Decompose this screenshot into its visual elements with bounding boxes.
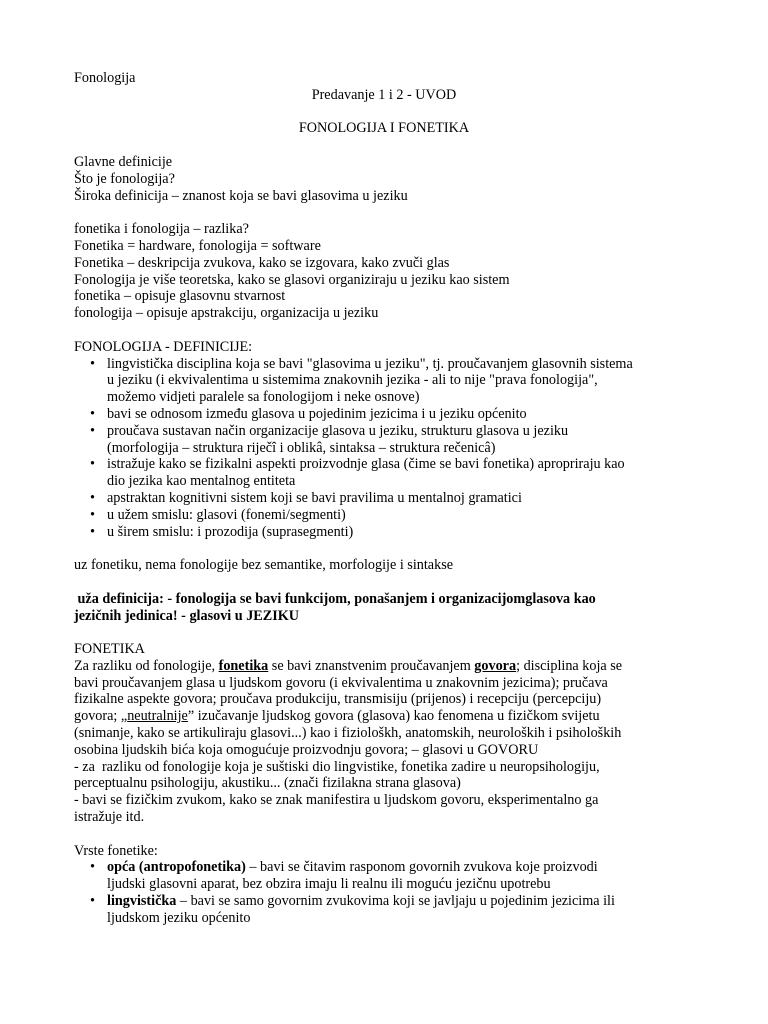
list-item (74, 490, 694, 507)
diff-line-5: fonetika – opisuje glasovnu stvarnost (74, 288, 286, 305)
text-run: Za razliku od fonologije, (74, 657, 219, 674)
list-item (74, 356, 694, 406)
list-item (74, 507, 694, 524)
narrow-definition-line-2: jezičnih jedinica! - glasovi u JEZIKU (74, 607, 300, 624)
diff-line-3: Fonetika – deskripcija zvukova, kako se izgovara, kako zvuči glas (74, 254, 450, 271)
fonetika-line-5: (snimanje, kako se artikuliraju glasovi...) kao i fiziološkh, anatomskih, neuroloških i psiholoških (74, 725, 622, 742)
fonetika-line-7: - za razliku od fonologije koja je suštiski dio lingvistike, fonetika zadire u neuropsihologiju, (74, 758, 600, 775)
fonetika-line-6: osobina ljudskih bića koja omogućuje proizvodnju govora; – glasovi u GOVORU (74, 741, 539, 758)
text-run: govora; „ (74, 708, 128, 725)
bullet-icon: • (90, 422, 95, 439)
fonologija-definitions-title: FONOLOGIJA - DEFINICIJE: (74, 338, 253, 355)
lecture-heading: Predavanje 1 i 2 - UVOD (311, 86, 457, 103)
list-item-line: apstraktan kognitivni sistem koji se bavi pravilima u mentalnoj gramatici (107, 489, 522, 506)
list-item (74, 423, 694, 457)
list-item-line: proučava sustavan način organizacije glasova u jeziku, strukturu glasova u jeziku (107, 422, 569, 439)
fonetika-line-10: istražuje itd. (74, 809, 145, 826)
narrow-definition-line-1: uža definicija: - fonologija se bavi funkcijom, ponašanjem i organizacijomglasova kao (74, 590, 596, 607)
list-item-line (107, 893, 694, 910)
text-run: se bavi znanstvenim proučavanjem (268, 657, 475, 674)
fonologija-definitions-list (74, 356, 694, 541)
list-item (74, 456, 694, 490)
diff-line-4: Fonologija je više teoretska, kako se glasovi organiziraju u jeziku kao sistem (74, 271, 510, 288)
list-item (74, 893, 694, 927)
doc-title: Fonologija (74, 70, 136, 86)
definitions-line-2: Što je fonologija? (74, 170, 175, 187)
fonetika-line-1 (74, 658, 694, 675)
term-bold: opća (antropofonetika) (107, 859, 246, 876)
fonetika-title: FONETIKA (74, 641, 145, 658)
bullet-icon: • (90, 523, 95, 540)
document-body (74, 70, 694, 927)
text-run: – bavi se samo govornim zvukovima koji se javljaju u pojedinim jezicima ili (176, 893, 615, 910)
list-item-line (107, 859, 694, 876)
bullet-icon: • (90, 506, 95, 523)
bullet-icon: • (90, 893, 95, 910)
semantics-note: uz fonetiku, nema fonologije bez semantike, morfologije i sintakse (74, 557, 454, 574)
diff-line-1: fonetika i fonologija – razlika? (74, 221, 249, 238)
text-run: ; disciplina koja se (516, 657, 623, 674)
text-run: – bavi se čitavim rasponom govornih zvukova koje proizvodi (245, 859, 598, 876)
diff-line-6: fonologija – opisuje apstrakciju, organizacija u jeziku (74, 305, 379, 322)
list-item-line: istražuje kako se fizikalni aspekti proizvodnje glasa (čime se bavi fonetika) apropriraju kao (107, 456, 625, 473)
definitions-line-1: Glavne definicije (74, 153, 173, 170)
fonetika-line-2: bavi proučavanjem glasa u ljudskom govoru (i ekvivalentima u znakovnim jezicima); pručava (74, 674, 608, 691)
list-item-line: (morfologija – struktura riječî i oblikâ, sintaksa – struktura rečenicâ) (107, 439, 496, 456)
definitions-line-3: Široka definicija – znanost koja se bavi glasovima u jeziku (74, 187, 408, 204)
bullet-icon: • (90, 456, 95, 473)
term-bold: lingvistička (107, 893, 177, 910)
fonetika-line-3: fizikalne aspekte govora; proučava produkciju, transmisiju (prijenos) i recepciju (percepciju) (74, 691, 602, 708)
section-heading: FONOLOGIJA I FONETIKA (298, 120, 470, 137)
text-run: ” izučavanje ljudskog govora (glasova) kao fenomena u fizičkom svijetu (187, 708, 600, 725)
list-item-line: u jeziku (i ekvivalentima u sistemima znakovnih jezika - ali to nije "prava fonologija", (107, 372, 598, 389)
list-item-line: bavi se odnosom između glasova u pojedinim jezicima i u jeziku općenito (107, 405, 527, 422)
list-item (74, 859, 694, 893)
fonetika-line-9: - bavi se fizičkim zvukom, kako se znak manifestira u ljudskom govoru, eksperimentalno ga (74, 792, 599, 809)
list-item (74, 406, 694, 423)
vrste-fonetike-list (74, 859, 694, 926)
list-item-line: ljudskom jeziku općenito (107, 909, 251, 926)
govora-term: govora (474, 657, 517, 674)
vrste-fonetike-title: Vrste fonetike: (74, 842, 158, 859)
list-item-line: lingvistička disciplina koja se bavi "glasovima u jeziku", tj. proučavanjem glasovnih sistema (107, 355, 633, 372)
list-item-line: u užem smislu: glasovi (fonemi/segmenti) (107, 506, 346, 523)
bullet-icon: • (90, 405, 95, 422)
bullet-icon: • (90, 355, 95, 372)
list-item-line: dio jezika kao mentalnog entiteta (107, 473, 296, 490)
fonetika-line-8: perceptualnu psihologiju, akustiku... (znači fizilakna strana glasova) (74, 775, 461, 792)
fonetika-line-4 (74, 708, 694, 725)
bullet-icon: • (90, 489, 95, 506)
list-item (74, 524, 694, 541)
bullet-icon: • (90, 859, 95, 876)
fonetika-term: fonetika (218, 657, 269, 674)
list-item-line: ljudski glasovni aparat, bez obzira imaju li realnu ili moguću jezičnu upotrebu (107, 876, 551, 893)
list-item-line: možemo vidjeti paralele sa fonologijom i neke osnove) (107, 389, 420, 406)
neutralnije-term: neutralnije (127, 708, 188, 725)
diff-line-2: Fonetika = hardware, fonologija = software (74, 237, 321, 254)
list-item-line: u širem smislu: i prozodija (suprasegmenti) (107, 523, 354, 540)
